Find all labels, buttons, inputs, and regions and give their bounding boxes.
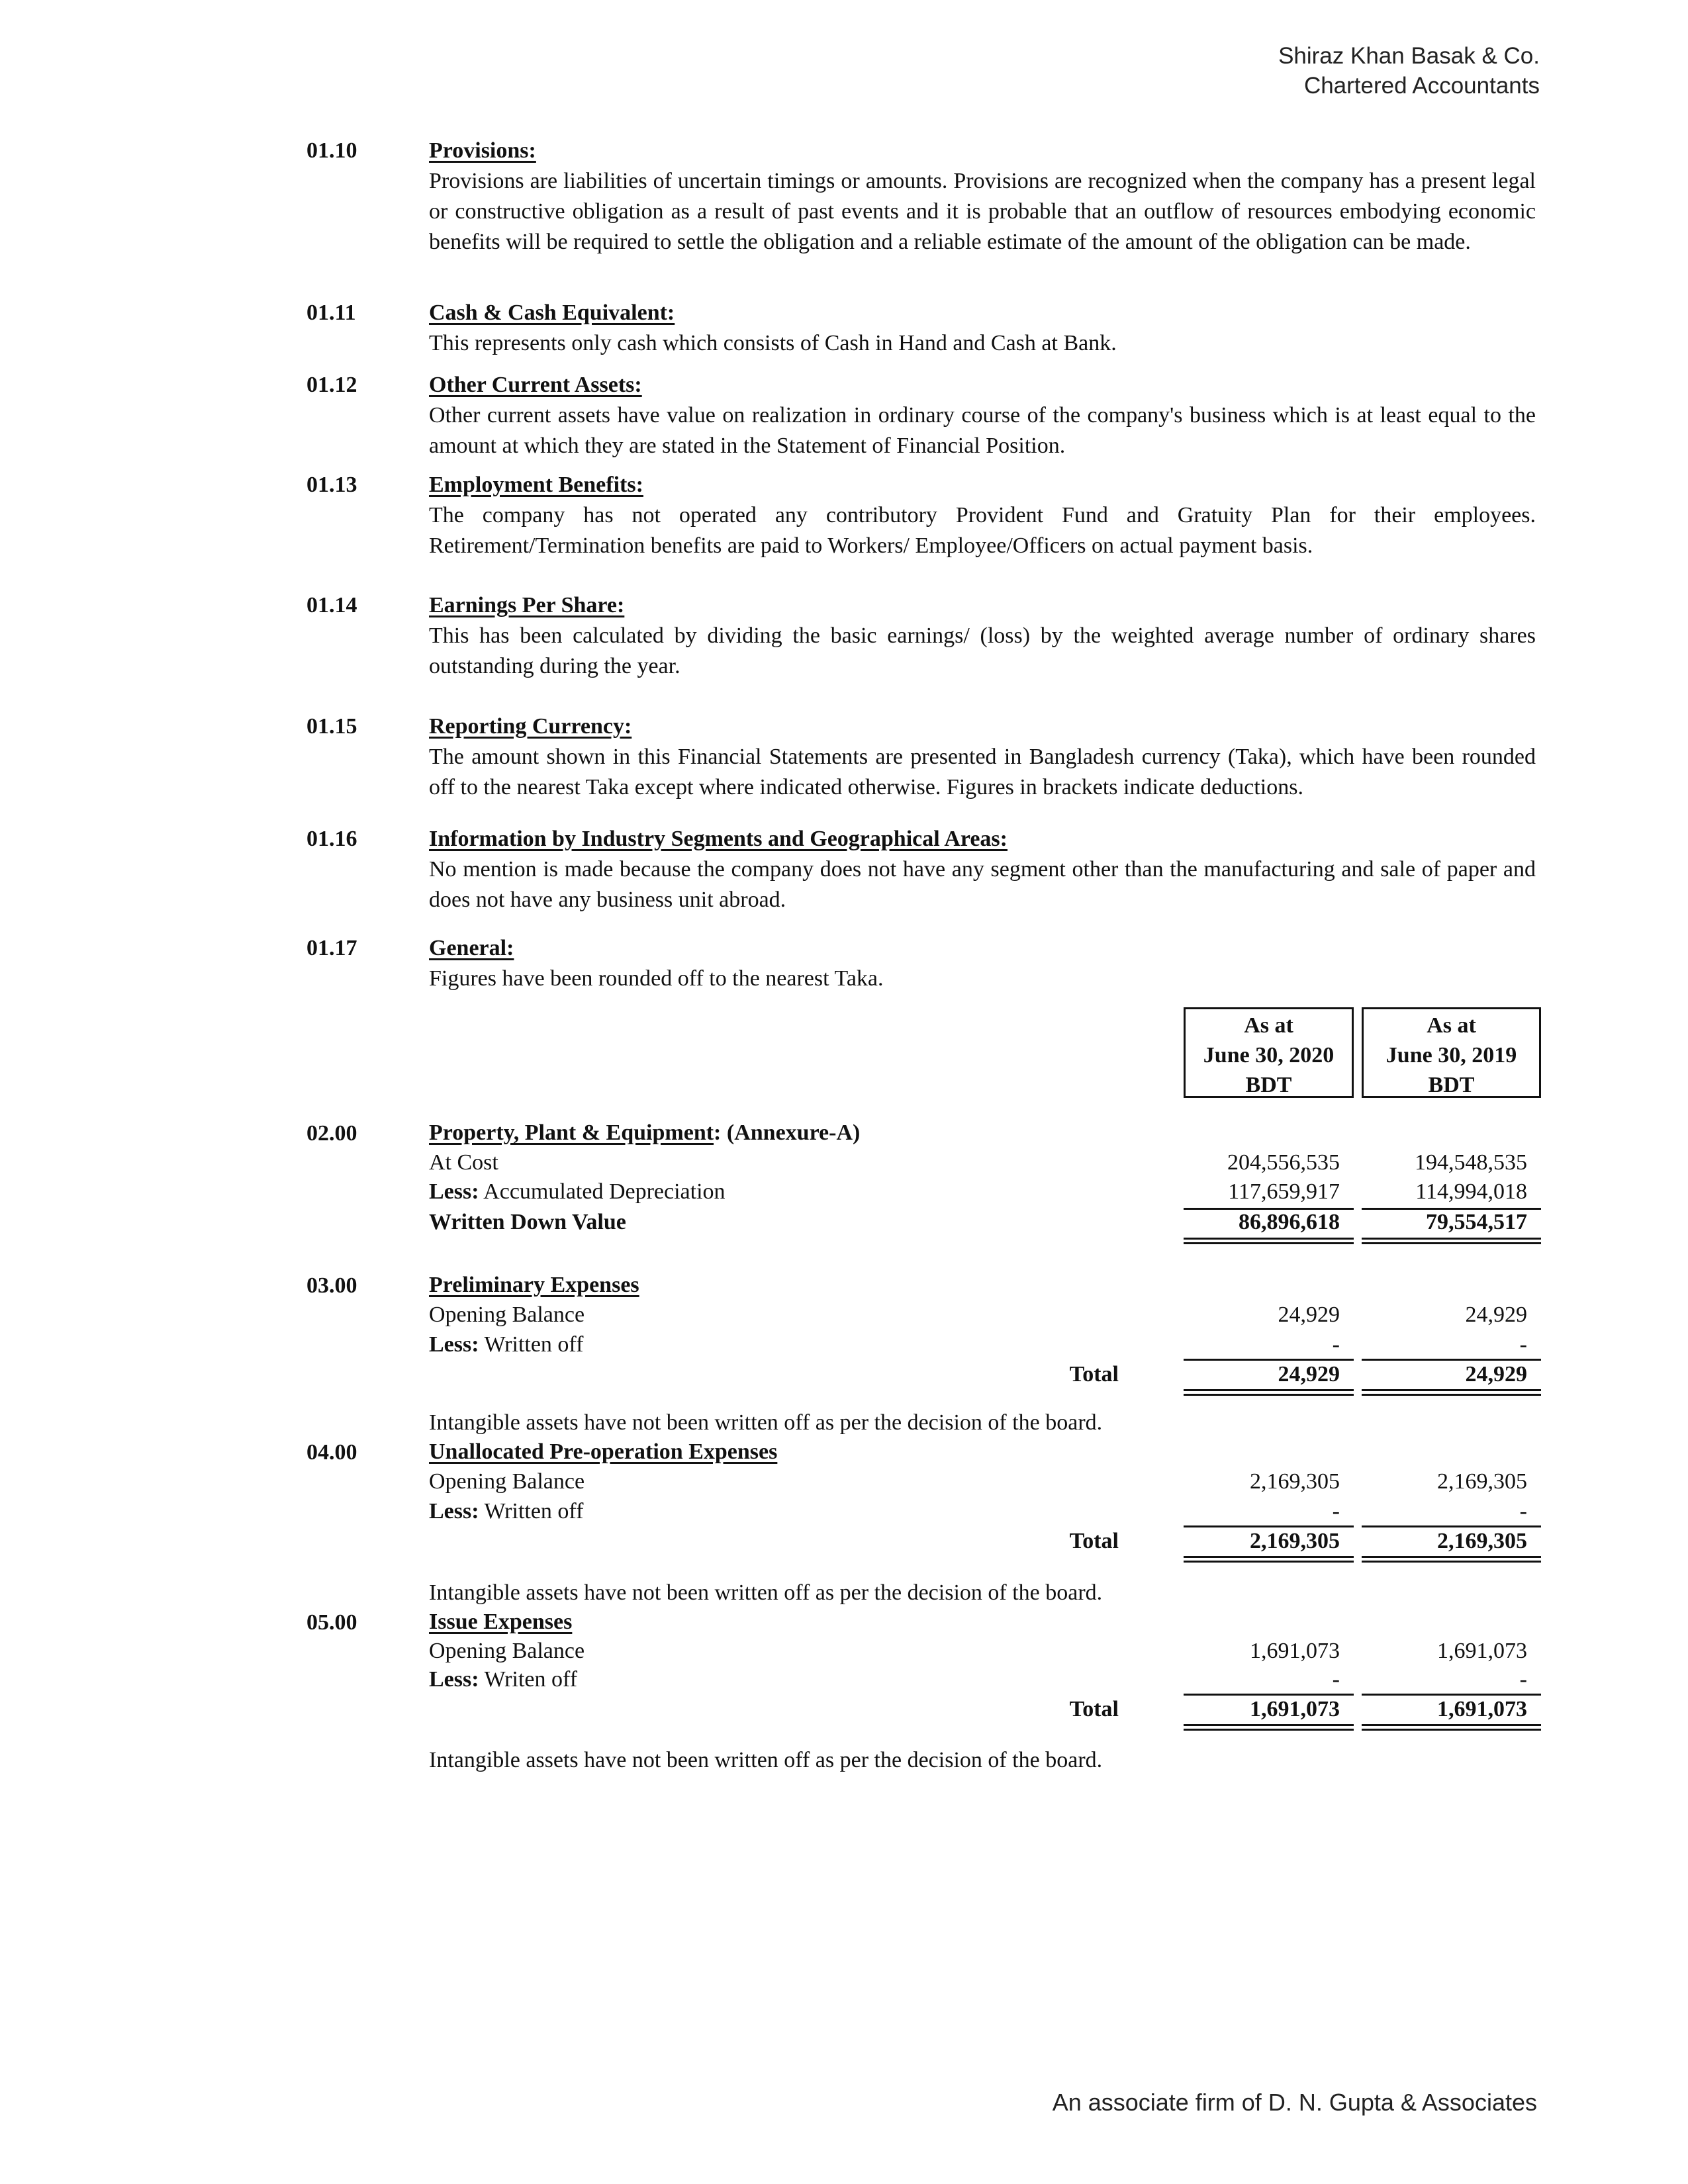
section-general (429, 933, 1536, 994)
section-employment-benefits (429, 470, 1536, 561)
section-reporting-currency (429, 711, 1536, 803)
section-provisions (429, 136, 1536, 257)
ppe-value-2020: 86,896,618 (1239, 1210, 1340, 1234)
section-number: 01.13 (306, 473, 357, 497)
section-body: Provisions are liabilities of uncertain timings or amounts. Provisions are recognized when the company has a present legal or constructive obligation as a result of past events and it is probable that an outflow of resources embodying economic benefits will be required to settle the obligation and a reliable estimate of the amount of the obligation can be made. (429, 169, 1536, 254)
schedule-note: Intangible assets have not been written off as per the decision of the board. (429, 1580, 1103, 1605)
written-off-label: Less: Written off (429, 1499, 584, 1524)
column-header-2020: As at June 30, 2020 BDT (1184, 1007, 1354, 1098)
double-rule (1362, 1389, 1541, 1396)
section-number: 01.10 (306, 138, 357, 163)
ppe-row-label: Written Down Value (429, 1210, 626, 1234)
written-off-2019: - (1519, 1667, 1527, 1692)
section-title: Information by Industry Segments and Geographical Areas: (429, 827, 1008, 851)
double-rule (1184, 1724, 1354, 1731)
section-body: No mention is made because the company does not have any segment other than the manufacturing and sale of paper and does not have any business unit abroad. (429, 857, 1536, 912)
schedule-note: Intangible assets have not been written off as per the decision of the board. (429, 1748, 1103, 1772)
ppe-row-label: At Cost (429, 1150, 498, 1175)
section-number: 05.00 (306, 1610, 357, 1635)
total-2020: 2,169,305 (1250, 1529, 1340, 1553)
section-number: 04.00 (306, 1440, 357, 1465)
firm-name: Shiraz Khan Basak & Co. (1278, 43, 1540, 69)
section-number: 01.11 (306, 300, 356, 325)
column-header-2019: As at June 30, 2019 BDT (1362, 1007, 1541, 1098)
section-body: Figures have been rounded off to the nearest Taka. (429, 966, 884, 991)
total-label: Total (1069, 1529, 1119, 1553)
section-title: General: (429, 936, 514, 960)
section-body: This has been calculated by dividing the basic earnings/ (loss) by the weighted average number of ordinary shares outstanding during the year. (429, 623, 1536, 678)
ppe-title: Property, Plant & Equipment: (Annexure-A) (429, 1120, 861, 1145)
total-2020: 1,691,073 (1250, 1697, 1340, 1721)
section-number: 02.00 (306, 1121, 357, 1146)
section-title: Employment Benefits: (429, 473, 643, 497)
section-cash (429, 298, 1536, 359)
firm-header (1278, 41, 1540, 101)
opening-2019: 24,929 (1465, 1302, 1527, 1327)
written-off-2020: - (1332, 1499, 1340, 1524)
double-rule (1184, 1556, 1354, 1563)
opening-2019: 2,169,305 (1437, 1469, 1527, 1494)
opening-balance-label: Opening Balance (429, 1302, 585, 1327)
section-other-current-assets (429, 370, 1536, 461)
schedule-title: Issue Expenses (429, 1610, 573, 1634)
opening-2020: 1,691,073 (1250, 1639, 1340, 1663)
section-number: 01.15 (306, 714, 357, 739)
total-label: Total (1069, 1697, 1119, 1721)
section-title: Earnings Per Share: (429, 593, 625, 617)
ppe-value-2020: 117,659,917 (1228, 1179, 1340, 1204)
schedule-title: Unallocated Pre-operation Expenses (429, 1439, 778, 1464)
double-rule (1184, 1238, 1354, 1244)
section-segments (429, 824, 1536, 915)
written-off-label: Less: Written off (429, 1332, 584, 1357)
opening-2020: 24,929 (1278, 1302, 1340, 1327)
ppe-value-2019: 79,554,517 (1426, 1210, 1527, 1234)
section-title: Provisions: (429, 138, 536, 163)
total-2020: 24,929 (1278, 1362, 1340, 1387)
written-off-2019: - (1519, 1332, 1527, 1357)
section-body: This represents only cash which consists of Cash in Hand and Cash at Bank. (429, 331, 1117, 355)
double-rule (1362, 1556, 1541, 1563)
footer-associate: An associate firm of D. N. Gupta & Associates (1052, 2089, 1537, 2116)
firm-subtitle: Chartered Accountants (1303, 73, 1540, 99)
section-title: Other Current Assets: (429, 373, 642, 397)
ppe-row-label: Less: Accumulated Depreciation (429, 1179, 726, 1204)
schedule-note: Intangible assets have not been written off as per the decision of the board. (429, 1410, 1103, 1435)
opening-2019: 1,691,073 (1437, 1639, 1527, 1663)
section-eps (429, 590, 1536, 682)
ppe-value-2020: 204,556,535 (1227, 1150, 1340, 1175)
opening-balance-label: Opening Balance (429, 1639, 585, 1663)
section-body: The amount shown in this Financial Statements are presented in Bangladesh currency (Taka), which have been rounded off to the nearest Taka except where indicated otherwise. Figures in brackets indicate deductions. (429, 745, 1536, 799)
section-title: Reporting Currency: (429, 714, 632, 739)
section-number: 01.12 (306, 373, 357, 397)
section-number: 03.00 (306, 1273, 357, 1298)
section-title: Cash & Cash Equivalent: (429, 300, 675, 325)
section-number: 01.14 (306, 593, 357, 617)
section-number: 01.16 (306, 827, 357, 851)
written-off-2020: - (1332, 1667, 1340, 1692)
written-off-2020: - (1332, 1332, 1340, 1357)
total-label: Total (1069, 1362, 1119, 1387)
total-2019: 2,169,305 (1437, 1529, 1527, 1553)
ppe-value-2019: 114,994,018 (1415, 1179, 1527, 1204)
section-body: Other current assets have value on realization in ordinary course of the company's business which is at least equal to the amount at which they are stated in the Statement of Financial Position. (429, 403, 1536, 458)
ppe-value-2019: 194,548,535 (1415, 1150, 1527, 1175)
double-rule (1184, 1389, 1354, 1396)
total-2019: 24,929 (1465, 1362, 1527, 1387)
double-rule (1362, 1724, 1541, 1731)
opening-balance-label: Opening Balance (429, 1469, 585, 1494)
double-rule (1362, 1238, 1541, 1244)
written-off-2019: - (1519, 1499, 1527, 1524)
schedule-title: Preliminary Expenses (429, 1273, 639, 1297)
section-number: 01.17 (306, 936, 357, 960)
opening-2020: 2,169,305 (1250, 1469, 1340, 1494)
written-off-label: Less: Writen off (429, 1667, 578, 1692)
total-2019: 1,691,073 (1437, 1697, 1527, 1721)
section-body: The company has not operated any contributory Provident Fund and Gratuity Plan for their employees. Retirement/Termination benefits are paid to Workers/ Employee/Officers on actual payment basis. (429, 503, 1536, 558)
